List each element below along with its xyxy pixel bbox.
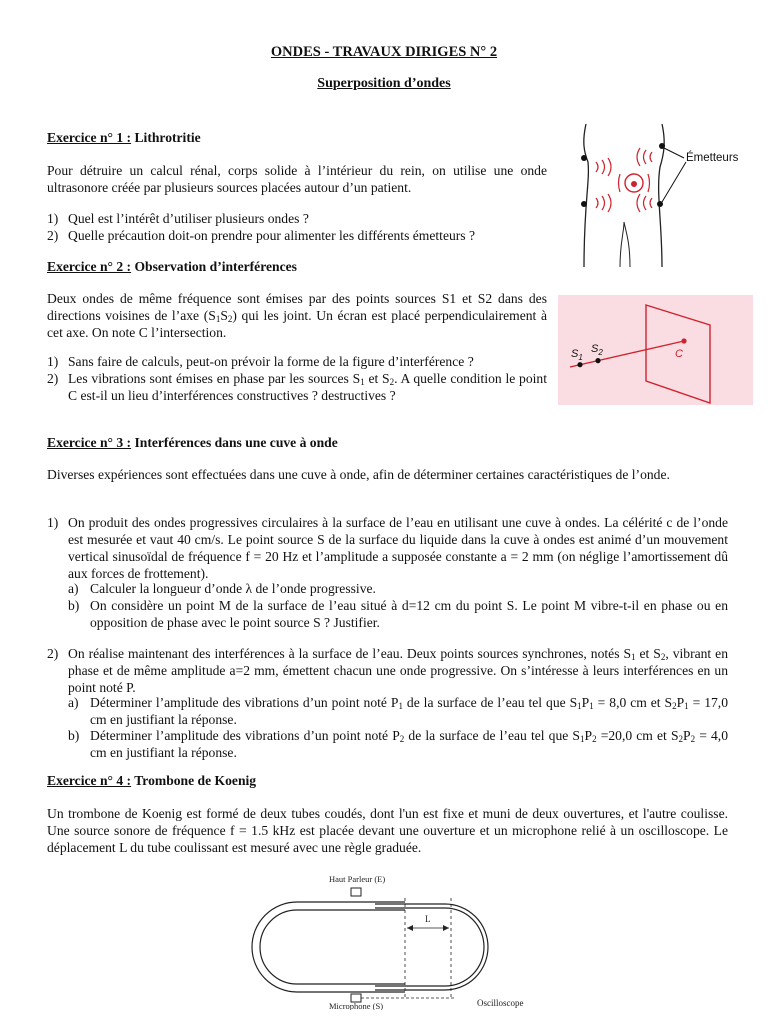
question-text: On produit des ondes progressives circulaires à la surface de l’eau en utilisant une cuve à ondes. La célérité c de l’onde est mesurée et vaut 40 cm/s. Le point source S de la surface du liquide dans la cuve à ondes est animé d’un mouvement vertical sinusoïdal de fréquence f = 20 Hz et l’amplitude a supposée constante a = 2 mm (on néglige l’amortissement dû aux forces de frottement).: [68, 515, 728, 581]
point-c-label: C: [675, 348, 683, 360]
question-text: On réalise maintenant des interférences à la surface de l’eau. Deux points sources synchrones, notés $S_1$ et $S_2$, vibrant en phase et de même amplitude a=2 mm, émettent chacun une onde progressive. On s’intéresse à leurs interférences en un point noté P.: [68, 646, 728, 695]
speaker-label: Haut Parleur (E): [329, 874, 386, 884]
exercise-1-label: Exercice n° 1 :: [47, 130, 132, 145]
koenig-trombone-figure: [245, 870, 535, 1010]
exercise-3-intro: Diverses expériences sont effectuées dans une cuve à onde, afin de déterminer certaines caractéristiques de l’onde.: [47, 467, 670, 482]
exercise-3-name: Interférences dans une cuve à onde: [134, 435, 338, 450]
question-text: Déterminer l’amplitude des vibrations d’un point noté $P_1$ de la surface de l’eau tel que $S_1P_1 = 8,0$ cm et $S_2P_1 = 17,0$ cm en justifiant la réponse.: [90, 695, 728, 727]
microphone-label: Microphone (S): [329, 1001, 384, 1010]
exercise-3-heading: [47, 434, 338, 451]
question-number: 2): [47, 228, 59, 243]
question-number: 2): [47, 646, 59, 661]
question-number: 1): [47, 354, 59, 369]
interference-figure: [558, 295, 753, 405]
exercise-2-intro: Deux ondes de même fréquence sont émises par des points sources S1 et S2 dans des directions voisines de l’axe $(S_1S_2)$ qui les joint. Un écran est placé perpendiculairement à cet axe. On note C l’intersection.: [47, 291, 547, 340]
svg-text:S1: $S_1$: [571, 348, 583, 362]
exercise-1-name: Lithrotritie: [134, 130, 201, 145]
question-text: On considère un point M de la surface de l’eau situé à d=12 cm du point S. Le point M vibre-t-il en phase ou en opposition de phase avec le point source S ? Justifier.: [90, 598, 728, 630]
exercise-1-intro: Pour détruire un calcul rénal, corps solide à l’intérieur du rein, on utilise une onde ultrasonore créée par plusieurs sources placées autour d’un patient.: [47, 163, 547, 195]
emitters-label: Émetteurs: [686, 152, 739, 164]
question-number: b): [68, 728, 80, 743]
length-l-label: L: [425, 914, 431, 924]
exercise-2-name: Observation d’interférences: [134, 259, 297, 274]
question-number: a): [68, 695, 79, 710]
source-s2-label: S: [591, 343, 599, 355]
source-s1-label: S: [571, 348, 579, 360]
exercise-2-label: Exercice n° 2 :: [47, 259, 132, 274]
question-text: Déterminer l’amplitude des vibrations d’un point noté $P_2$ de la surface de l’eau tel que $S_1P_2 =20,0$ cm et $S_2P_2 = 4,0$ cm en justifiant la réponse.: [90, 728, 728, 760]
page-title: ONDES - TRAVAUX DIRIGES N° 2: [270, 44, 498, 60]
exercise-3-label: Exercice n° 3 :: [47, 435, 132, 450]
question-number: a): [68, 581, 79, 596]
question-text: Sans faire de calculs, peut-on prévoir la forme de la figure d’interférence ?: [68, 354, 474, 369]
lithotripsy-figure: [558, 122, 748, 267]
exercise-4-label: Exercice n° 4 :: [47, 773, 132, 788]
oscilloscope-label: Oscilloscope: [477, 998, 524, 1008]
question-number: b): [68, 598, 80, 613]
svg-text:S2: $S_2$: [591, 343, 603, 357]
question-number: 2): [47, 371, 59, 386]
question-text: Les vibrations sont émises en phase par les sources $S_1$ et $S_2$. A quelle condition le point C est-il un lieu d’interférences constructives ? destructives ?: [68, 371, 548, 403]
question-text: Quel est l’intérêt d’utiliser plusieurs ondes ?: [68, 211, 309, 226]
question-text: Quelle précaution doit-on prendre pour alimenter les différents émetteurs ?: [68, 228, 476, 243]
question-number: 1): [47, 211, 59, 226]
page-subtitle: Superposition d’ondes: [317, 76, 451, 91]
question-number: 1): [47, 515, 59, 530]
exercise-2-heading: [47, 258, 297, 275]
exercise-4-intro: Un trombone de Koenig est formé de deux tubes coudés, dont l'un est fixe et muni de deux ouvertures, et l'autre coulisse. Une source sonore de fréquence f = 1.5 kHz est placée devant une ouverture et un microphone relié à un oscilloscope. Le déplacement L du tube coulissant est mesuré avec une règle graduée.: [47, 806, 728, 855]
exercise-4-name: Trombone de Koenig: [134, 773, 257, 788]
exercise-4-heading: [47, 772, 256, 789]
question-text: Calculer la longueur d’onde λ de l’onde progressive.: [90, 581, 376, 596]
exercise-1-heading: [47, 129, 201, 146]
